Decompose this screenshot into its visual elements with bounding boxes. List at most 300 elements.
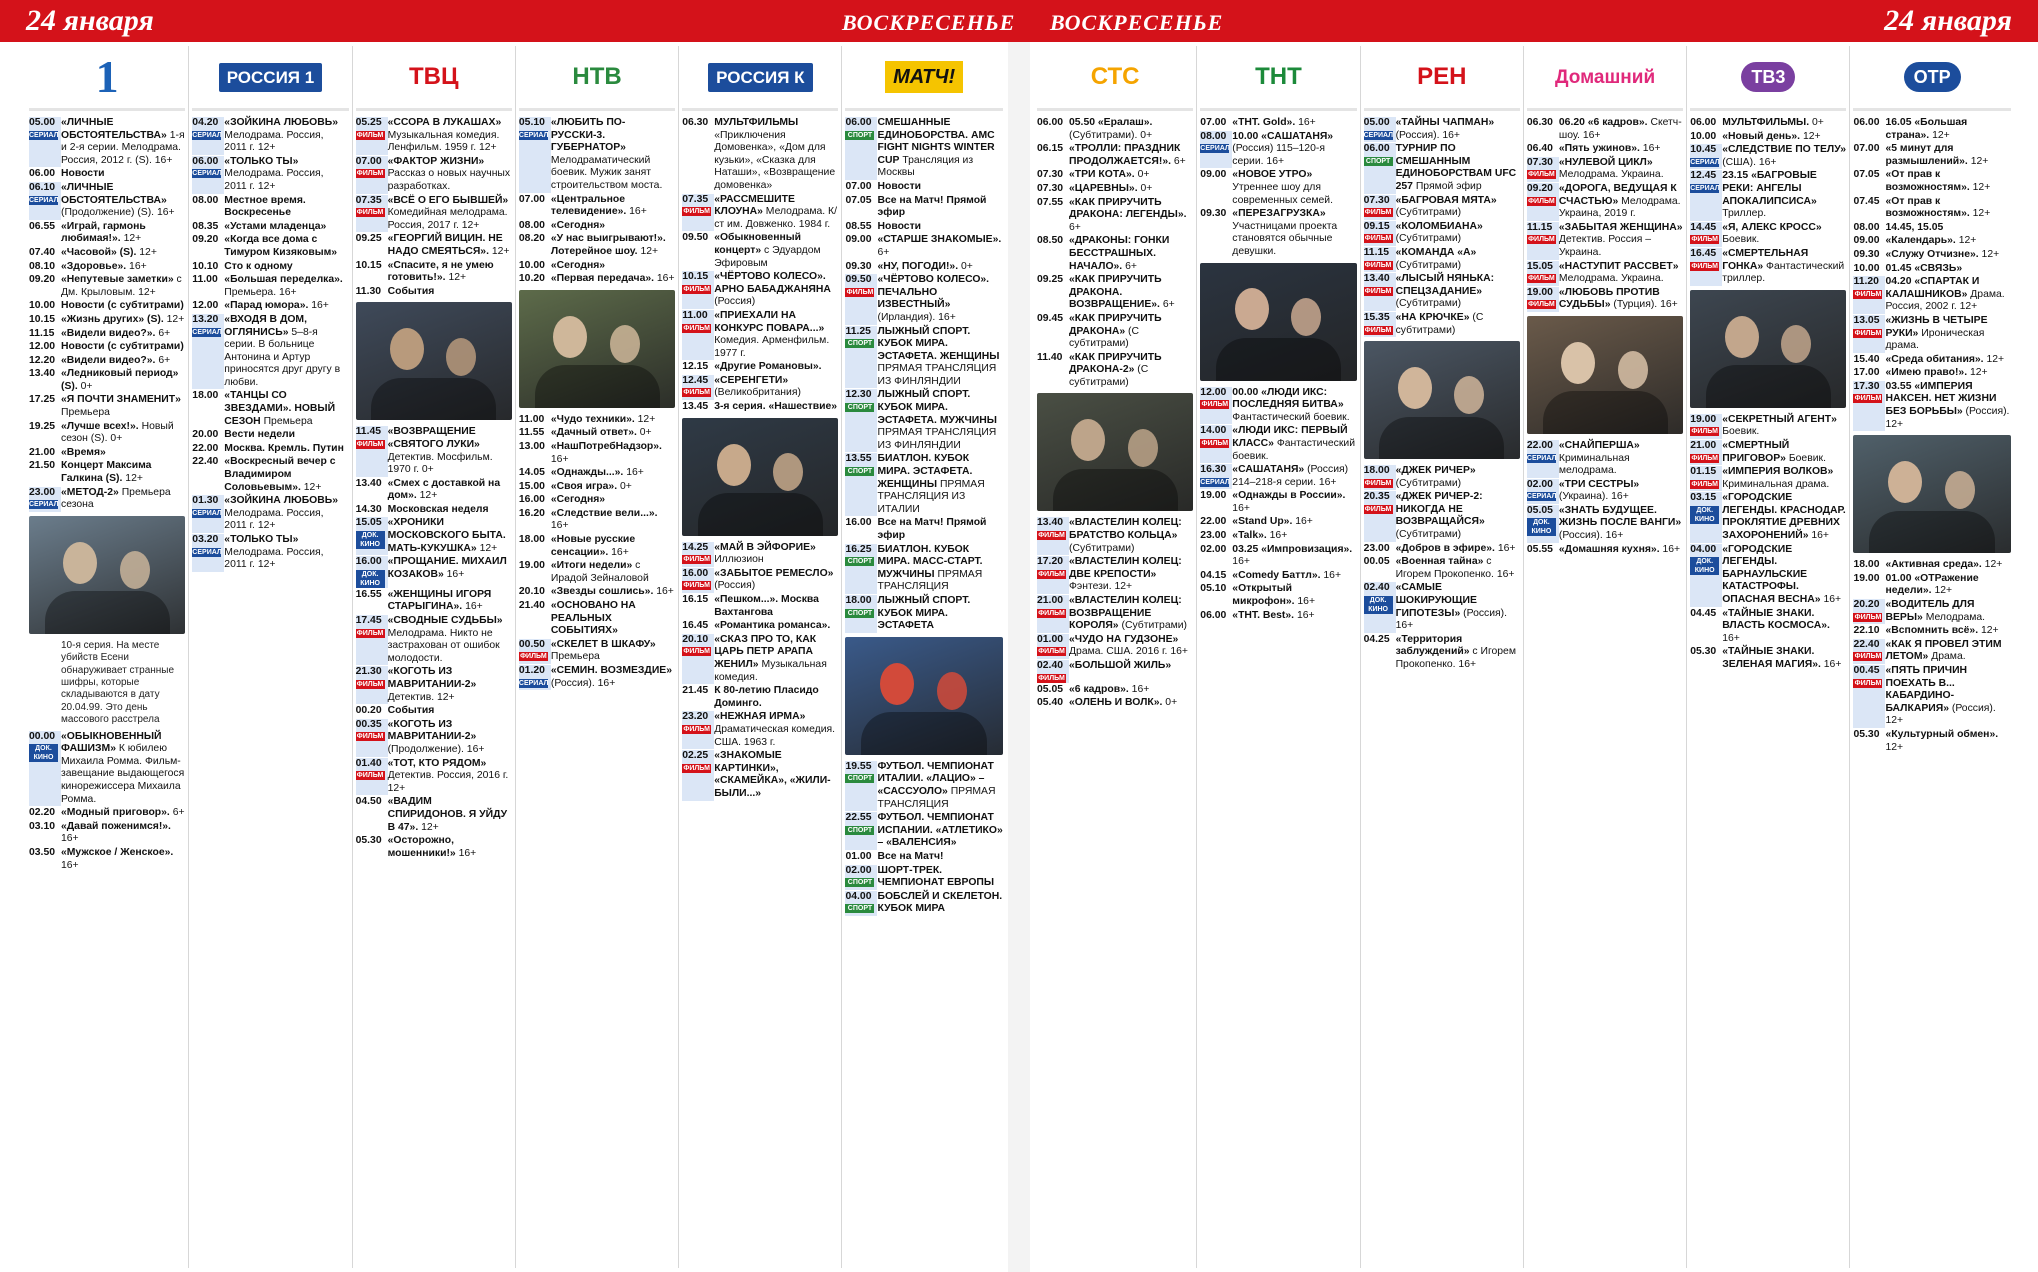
program-text	[551, 494, 675, 507]
program-row[interactable]	[682, 750, 838, 800]
program-row[interactable]	[1853, 625, 2010, 638]
program-row[interactable]	[845, 595, 1002, 633]
program-row[interactable]	[519, 494, 675, 507]
program-row[interactable]	[356, 233, 512, 258]
channel-logo-tvc[interactable]	[356, 46, 512, 111]
channel-logo-sts[interactable]	[1037, 46, 1193, 111]
program-row[interactable]	[519, 639, 675, 664]
program-row[interactable]	[682, 568, 838, 593]
program-row[interactable]	[1037, 197, 1193, 235]
program-row[interactable]	[356, 504, 512, 517]
program-row[interactable]	[1200, 131, 1356, 169]
program-row[interactable]	[1364, 247, 1520, 272]
program-title: ЛЫЖНЫЙ СПОРТ. КУБОК МИРА. ЭСТАФЕТА. МУЖЧИНЫ	[877, 389, 997, 426]
program-row[interactable]	[356, 615, 512, 665]
program-time	[1364, 491, 1396, 541]
program-row[interactable]	[682, 361, 838, 374]
program-time	[1037, 313, 1069, 351]
photo-shape	[1053, 469, 1178, 511]
channel-logo-perviy[interactable]	[29, 46, 185, 111]
program-row[interactable]	[356, 156, 512, 194]
program-row[interactable]	[1037, 660, 1193, 683]
program-time	[1527, 544, 1559, 557]
program-title: «СЕКРЕТНЫЙ АГЕНТ»	[1722, 413, 1837, 425]
program-row[interactable]	[192, 456, 348, 494]
program-row[interactable]	[682, 634, 838, 684]
program-time-text: 06.15	[1037, 143, 1064, 155]
program-time	[682, 401, 714, 414]
program-row[interactable]	[29, 221, 185, 246]
program-row[interactable]	[682, 310, 838, 360]
genre-tag: ФИЛЬМ	[683, 285, 710, 293]
program-time-text: 12.00	[29, 341, 56, 353]
program-title: «Давай поженимся!».	[61, 820, 171, 832]
channel-logo-domashniy[interactable]	[1527, 46, 1683, 111]
program-info: 6+	[1069, 221, 1081, 233]
program-row[interactable]	[519, 233, 675, 258]
program-row[interactable]	[29, 460, 185, 485]
program-text	[714, 542, 838, 567]
program-row[interactable]	[845, 865, 1002, 890]
program-row[interactable]	[519, 220, 675, 233]
program-row[interactable]	[1364, 556, 1520, 581]
program-row[interactable]	[1037, 143, 1193, 168]
program-time-text: 10.15	[29, 313, 56, 325]
genre-tag: ФИЛЬМ	[356, 131, 384, 139]
program-text	[224, 314, 348, 390]
program-row[interactable]	[356, 796, 512, 834]
program-row[interactable]	[1527, 261, 1683, 286]
program-row[interactable]	[1853, 367, 2010, 380]
program-time-text: 21.00	[1037, 595, 1064, 607]
program-text	[224, 390, 348, 428]
program-row[interactable]	[192, 443, 348, 456]
program-row[interactable]	[356, 719, 512, 757]
program-text	[1069, 595, 1193, 633]
program-title: 03.25 «Импровизация».	[1232, 543, 1353, 555]
program-info: Драма. Россия, 2002 г. 12+	[1885, 288, 2005, 313]
program-text	[1559, 183, 1683, 221]
program-row[interactable]	[1037, 595, 1193, 633]
program-time-text: 18.00	[1363, 465, 1390, 477]
program-row[interactable]	[1853, 249, 2010, 262]
program-row[interactable]	[682, 117, 838, 193]
program-time-text: 05.00	[1363, 117, 1390, 128]
program-title: 10.00 «САШАТАНЯ»	[1232, 130, 1334, 142]
program-row[interactable]	[845, 117, 1002, 180]
program-row[interactable]	[192, 534, 348, 572]
program-row[interactable]	[682, 271, 838, 309]
program-row[interactable]	[192, 221, 348, 234]
program-time-text: 22.00	[1526, 439, 1553, 451]
program-row[interactable]	[1690, 492, 1846, 542]
program-row[interactable]	[1690, 248, 1846, 286]
weekday-left: ВОСКРЕСЕНЬЕ	[842, 10, 1016, 35]
program-row[interactable]	[192, 234, 348, 259]
program-text	[877, 326, 1002, 389]
program-info: с Ирадой Зейналовой	[550, 560, 649, 584]
program-row[interactable]	[1364, 143, 1520, 193]
program-row[interactable]	[192, 261, 348, 274]
program-row[interactable]	[845, 389, 1002, 452]
program-row[interactable]	[356, 666, 512, 704]
program-row[interactable]	[1853, 196, 2010, 221]
program-row[interactable]	[356, 426, 512, 476]
program-row[interactable]	[29, 168, 185, 181]
program-time-text: 06.00	[1037, 117, 1064, 128]
program-row[interactable]	[29, 300, 185, 313]
program-time-text: 09.20	[192, 234, 219, 246]
program-row[interactable]	[29, 274, 185, 299]
program-row[interactable]	[519, 194, 675, 219]
program-row[interactable]	[1364, 273, 1520, 311]
program-row[interactable]	[845, 181, 1002, 194]
program-info: (Россия). 16+	[1395, 607, 1508, 632]
program-row[interactable]	[192, 195, 348, 220]
program-row[interactable]	[1037, 634, 1193, 659]
program-text	[1069, 313, 1193, 351]
program-row[interactable]	[519, 273, 675, 286]
program-row[interactable]	[1853, 573, 2010, 598]
program-info: Боевик.	[1788, 452, 1826, 464]
program-title: «ТАНЦЫ СО ЗВЕЗДАМИ». НОВЫЙ СЕЗОН	[224, 390, 336, 427]
channel-logo-match[interactable]	[845, 46, 1002, 111]
program-row[interactable]	[356, 556, 512, 588]
program-row[interactable]	[192, 274, 348, 299]
program-row[interactable]	[845, 812, 1002, 850]
program-row[interactable]	[1037, 517, 1193, 555]
channel-logo-text: ОТР	[1904, 62, 1961, 92]
program-time	[356, 517, 388, 555]
photo-shape	[1869, 511, 1995, 553]
program-row[interactable]	[1200, 570, 1356, 583]
program-row[interactable]	[192, 429, 348, 442]
program-row[interactable]	[1527, 117, 1683, 142]
program-title: «Романтика романса».	[714, 620, 831, 632]
program-row[interactable]	[29, 394, 185, 419]
program-title: «НА КРЮЧКЕ»	[1395, 311, 1470, 323]
program-row[interactable]	[1200, 490, 1356, 515]
program-row[interactable]	[519, 260, 675, 273]
channel-logo-rossiyak[interactable]	[682, 46, 838, 111]
program-row[interactable]	[29, 341, 185, 354]
program-row[interactable]	[1853, 222, 2010, 235]
program-row[interactable]	[1690, 144, 1846, 169]
program-row[interactable]	[682, 194, 838, 232]
program-row[interactable]	[519, 586, 675, 599]
program-row[interactable]	[845, 221, 1002, 234]
genre-tag: ДОК. КИНО	[1690, 557, 1719, 575]
program-row[interactable]	[1037, 235, 1193, 273]
program-row[interactable]	[519, 665, 675, 690]
genre-tag: ФИЛЬМ	[1528, 275, 1555, 283]
program-row[interactable]	[519, 560, 675, 585]
program-row[interactable]	[1200, 117, 1356, 130]
program-time	[1200, 490, 1232, 515]
program-row[interactable]	[845, 261, 1002, 274]
program-row[interactable]	[1037, 117, 1193, 142]
program-info: «Приключения Домовенка», «Дом для кузьки», «Сказка для Наташи», «Возвращение домовенка»	[714, 129, 836, 191]
program-row[interactable]	[682, 401, 838, 414]
program-time-text: 19.25	[29, 420, 56, 432]
program-row[interactable]	[29, 355, 185, 368]
program-row[interactable]	[845, 234, 1002, 259]
program-row[interactable]	[1853, 276, 2010, 314]
photo-figure	[1291, 298, 1321, 336]
program-text	[1885, 625, 2010, 638]
program-row[interactable]	[1527, 287, 1683, 312]
program-time-text: 09.25	[355, 233, 382, 245]
program-row[interactable]	[682, 685, 838, 710]
program-text	[224, 456, 348, 494]
program-row[interactable]	[1527, 440, 1683, 478]
genre-tag: ФИЛЬМ	[1038, 648, 1065, 656]
program-row[interactable]	[1527, 544, 1683, 557]
program-info: Триллер.	[1722, 208, 1767, 220]
program-row[interactable]	[1364, 465, 1520, 490]
channel-logo-otr[interactable]	[1853, 46, 2010, 111]
program-row[interactable]	[682, 542, 838, 567]
program-text	[551, 481, 675, 494]
program-row[interactable]	[519, 441, 675, 466]
program-row[interactable]	[1853, 639, 2010, 664]
program-title: Все на Матч! Прямой эфир	[877, 517, 987, 541]
program-text	[551, 508, 675, 533]
program-title: «КОМАНДА «А»	[1395, 246, 1477, 258]
program-info: Мелодрама. Никто не застрахован от ошибок молодости.	[387, 627, 500, 664]
program-time-text: 10.15	[682, 271, 709, 283]
program-row[interactable]	[1364, 634, 1520, 672]
program-time	[356, 615, 388, 665]
program-row[interactable]	[1527, 143, 1683, 156]
program-row[interactable]	[519, 508, 675, 533]
program-text	[1069, 684, 1193, 697]
program-row[interactable]	[356, 478, 512, 503]
genre-tag: СЕРИАЛ	[1690, 184, 1720, 192]
program-row[interactable]	[845, 544, 1002, 594]
program-row[interactable]	[1853, 315, 2010, 353]
program-row[interactable]	[1527, 183, 1683, 221]
program-time-text: 00.05	[1363, 556, 1390, 568]
program-time	[682, 310, 714, 360]
program-row[interactable]	[1690, 544, 1846, 607]
program-row[interactable]	[1037, 684, 1193, 697]
program-time	[1853, 276, 1885, 314]
program-row[interactable]	[1037, 352, 1193, 390]
program-title: «ВСЁ О ЕГО БЫВШЕЙ»	[387, 194, 509, 206]
program-row[interactable]	[519, 481, 675, 494]
program-text	[1559, 479, 1683, 504]
program-row[interactable]	[1037, 183, 1193, 196]
program-time-text: 13.05	[1853, 314, 1880, 326]
program-row[interactable]	[29, 368, 185, 393]
program-row[interactable]	[1364, 221, 1520, 246]
program-row[interactable]	[29, 821, 185, 846]
program-row[interactable]	[1200, 516, 1356, 529]
program-row[interactable]	[29, 328, 185, 341]
program-row[interactable]	[1690, 222, 1846, 247]
program-row[interactable]	[1200, 169, 1356, 207]
program-row[interactable]	[1690, 170, 1846, 220]
program-time	[1527, 117, 1559, 142]
program-row[interactable]	[356, 835, 512, 860]
program-row[interactable]	[356, 195, 512, 233]
program-title: «ЧЁРТОВО КОЛЕСО». АРНО БАБАДЖАНЯНА	[714, 271, 831, 295]
photo-figure	[610, 325, 640, 363]
program-row[interactable]	[1690, 440, 1846, 465]
program-row[interactable]	[845, 195, 1002, 220]
program-time	[192, 443, 224, 456]
program-row[interactable]	[845, 326, 1002, 389]
program-row[interactable]	[356, 589, 512, 614]
program-time	[1037, 697, 1069, 710]
program-text	[1396, 491, 1520, 541]
channel-logo-rossiya1[interactable]	[192, 46, 348, 111]
program-row[interactable]	[29, 487, 185, 512]
program-row[interactable]	[1690, 117, 1846, 130]
program-row[interactable]	[29, 182, 185, 220]
program-row[interactable]	[1364, 582, 1520, 632]
program-row[interactable]	[1037, 274, 1193, 312]
program-row[interactable]	[1200, 425, 1356, 463]
photo-figure	[1398, 367, 1432, 409]
program-row[interactable]	[519, 600, 675, 638]
program-row[interactable]	[1200, 610, 1356, 623]
program-row[interactable]	[29, 807, 185, 820]
program-time	[1690, 492, 1722, 542]
program-row[interactable]	[1690, 131, 1846, 144]
channel-logo-ren[interactable]	[1364, 46, 1520, 111]
program-row[interactable]	[356, 517, 512, 555]
program-row[interactable]	[1037, 556, 1193, 594]
genre-tag: СПОРТ	[845, 774, 874, 783]
channel-logo-tv3[interactable]	[1690, 46, 1846, 111]
program-row[interactable]	[1037, 697, 1193, 710]
program-row[interactable]	[1853, 599, 2010, 624]
program-row[interactable]	[192, 300, 348, 313]
program-title: 06.20 «6 кадров».	[1558, 117, 1648, 128]
program-row[interactable]	[682, 375, 838, 400]
program-row[interactable]	[1853, 354, 2010, 367]
program-time-text: 06.00	[192, 155, 219, 167]
program-row[interactable]	[1200, 583, 1356, 608]
channel-logo-ntv[interactable]	[519, 46, 675, 111]
program-title: «СЕРЕНГЕТИ»	[714, 374, 789, 386]
program-time-text: 08.00	[192, 194, 219, 206]
program-text	[388, 478, 512, 503]
program-row[interactable]	[29, 421, 185, 446]
program-row[interactable]	[1853, 143, 2010, 168]
program-row[interactable]	[356, 117, 512, 155]
program-row[interactable]	[1364, 117, 1520, 142]
program-row[interactable]	[29, 731, 185, 807]
program-row[interactable]	[1690, 414, 1846, 439]
program-row[interactable]	[845, 517, 1002, 542]
channel-logo-tnt[interactable]	[1200, 46, 1356, 111]
program-row[interactable]	[1200, 387, 1356, 425]
program-time	[1853, 639, 1885, 664]
program-row[interactable]	[1690, 608, 1846, 646]
program-row[interactable]	[192, 390, 348, 428]
program-row[interactable]	[1364, 195, 1520, 220]
program-row[interactable]	[1853, 169, 2010, 194]
program-row[interactable]	[1037, 313, 1193, 351]
program-row[interactable]	[519, 414, 675, 427]
program-row[interactable]	[1200, 544, 1356, 569]
program-row[interactable]	[356, 286, 512, 299]
program-time	[1853, 367, 1885, 380]
program-time	[1690, 466, 1722, 491]
program-row[interactable]	[192, 117, 348, 155]
program-row[interactable]	[1853, 559, 2010, 572]
program-row[interactable]	[1690, 466, 1846, 491]
program-row[interactable]	[1527, 479, 1683, 504]
program-row[interactable]	[1037, 169, 1193, 182]
program-row[interactable]	[682, 620, 838, 633]
program-row[interactable]	[1853, 263, 2010, 276]
program-row[interactable]	[1200, 530, 1356, 543]
program-row[interactable]	[1853, 235, 2010, 248]
program-row[interactable]	[192, 156, 348, 194]
program-row[interactable]	[192, 314, 348, 390]
program-row[interactable]	[1364, 312, 1520, 337]
program-row[interactable]	[519, 467, 675, 480]
program-row[interactable]	[845, 761, 1002, 811]
program-row[interactable]	[845, 274, 1002, 324]
program-row[interactable]	[1853, 381, 2010, 431]
program-row[interactable]	[682, 594, 838, 619]
program-row[interactable]	[1364, 491, 1520, 541]
program-row[interactable]	[1364, 543, 1520, 556]
program-row[interactable]	[519, 534, 675, 559]
genre-tag: ФИЛЬМ	[1038, 532, 1065, 540]
program-title: ТУРНИР ПО СМЕШАННЫМ ЕДИНОБОРСТВАМ UFC 257	[1395, 143, 1517, 192]
program-info: Премьера	[61, 407, 110, 419]
program-row[interactable]	[29, 447, 185, 460]
program-row[interactable]	[1853, 729, 2010, 754]
program-row[interactable]	[845, 891, 1002, 916]
program-row[interactable]	[845, 851, 1002, 864]
program-title: «МЕТОД-2»	[61, 486, 119, 498]
program-row[interactable]	[519, 427, 675, 440]
program-row[interactable]	[1853, 665, 2010, 728]
program-row[interactable]	[356, 758, 512, 796]
program-row[interactable]	[682, 711, 838, 749]
program-time-text: 07.30	[1363, 194, 1390, 206]
program-row[interactable]	[29, 117, 185, 167]
program-row[interactable]	[29, 247, 185, 260]
program-row[interactable]	[356, 260, 512, 285]
program-row[interactable]	[29, 847, 185, 872]
program-row[interactable]	[1200, 208, 1356, 258]
program-row[interactable]	[519, 117, 675, 193]
program-row[interactable]	[1527, 505, 1683, 543]
program-row[interactable]	[845, 453, 1002, 516]
program-row[interactable]	[192, 495, 348, 533]
program-row[interactable]	[1527, 222, 1683, 260]
program-row[interactable]	[682, 232, 838, 270]
program-row[interactable]	[29, 261, 185, 274]
program-row[interactable]	[1200, 464, 1356, 489]
program-row[interactable]	[356, 705, 512, 718]
program-row[interactable]	[1853, 117, 2010, 142]
program-text	[1885, 196, 2010, 221]
program-row[interactable]	[1527, 157, 1683, 182]
photo-figure	[1235, 288, 1269, 330]
program-row[interactable]	[29, 314, 185, 327]
program-text	[1396, 195, 1520, 220]
program-row[interactable]	[1690, 646, 1846, 671]
